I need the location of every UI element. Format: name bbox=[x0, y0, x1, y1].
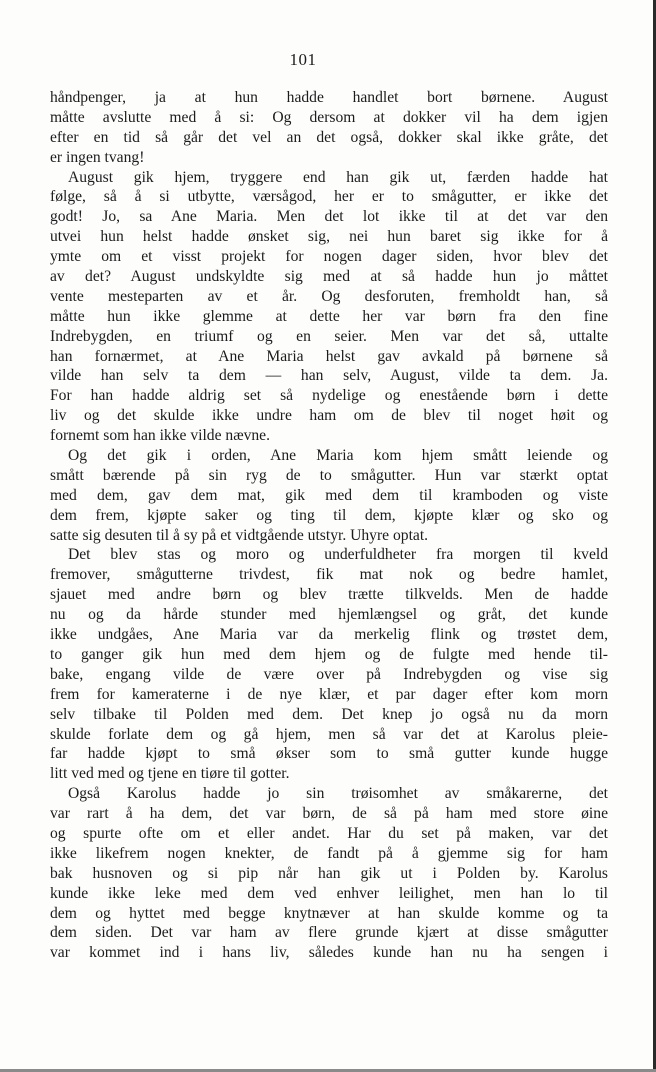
text-line: vente mesteparten av et år. Og desforuten, fremholdt han, så bbox=[50, 287, 608, 305]
text-line: var rart å ha dem, det var børn, de så på ham med store øine bbox=[50, 805, 608, 823]
text-line: selv tilbake til Polden med dem. Det knep jo også nu da morn bbox=[50, 705, 608, 723]
text-line: Også Karolus hadde jo sin trøisomhet av småkarerne, det bbox=[68, 785, 608, 803]
text-line: ymte om et visst projekt for nogen dager siden, hvor blev det bbox=[50, 248, 608, 266]
text-line: håndpenger, ja at hun hadde handlet bort børnene. August bbox=[50, 89, 608, 106]
text-line: bake, engang vilde de være over på Indrebygden og vise sig bbox=[50, 665, 608, 683]
text-line: og spurte ofte om et eller andet. Har du set på maken, var det bbox=[50, 824, 608, 842]
text-line: dem siden. Det var ham av flere grunde kjært at disse smågutter bbox=[50, 924, 608, 942]
text-line: satte sig desuten til å sy på et vidtgående utstyr. Uhyre optat. bbox=[50, 526, 429, 544]
text-line: frem for kameraterne i de nye klær, et par dager efter kom morn bbox=[50, 685, 608, 703]
text-line: ikke likefrem nogen knekter, de fandt på å gjemme sig for ham bbox=[50, 844, 608, 862]
text-line: måtte avslutte med å si: Og dersom at dokker vil ha dem igjen bbox=[50, 108, 608, 126]
text-line: Og det gik i orden, Ane Maria kom hjem smått leiende og bbox=[68, 447, 608, 465]
text-line: fremover, smågutterne trivdest, fik mat nok og bedre hamlet, bbox=[50, 566, 608, 584]
text-line: med dem, gav dem mat, gik med dem til kramboden og viste bbox=[50, 486, 608, 504]
text-line: av det? August undskyldte sig med at så hadde hun jo måttet bbox=[50, 268, 608, 286]
text-line: For han hadde aldrig set så nydelige og enestående børn i dette bbox=[50, 387, 608, 405]
text-line: Det blev stas og moro og underfuldheter fra morgen til kveld bbox=[68, 546, 608, 564]
text-line: er ingen tvang! bbox=[50, 148, 145, 166]
text-line: han fornærmet, at Ane Maria helst gav avkald på børnene så bbox=[50, 347, 608, 365]
text-line: følge, så å si utbytte, værsågod, her er to smågutter, er ikke det bbox=[50, 188, 608, 206]
page-number: 101 bbox=[289, 50, 317, 69]
text-line: nu og da hårde stunder med hjemlængsel og gråt, det kunde bbox=[50, 606, 608, 624]
text-line: ikke undgåes, Ane Maria var da merkelig flink og trøstet dem, bbox=[50, 626, 608, 644]
text-line: kunde ikke leke med dem ved enhver leilighet, men han lo til bbox=[50, 884, 608, 902]
text-line: efter en tid så går det vel an det også, dokker skal ikke gråte, det bbox=[50, 128, 608, 146]
text-line: dem frem, kjøpte saker og ting til dem, kjøpte klær og sko og bbox=[50, 506, 608, 524]
text-line: vilde han selv ta dem — han selv, August, vilde ta dem. Ja. bbox=[50, 367, 608, 385]
text-line: liv og det skulde ikke undre ham om de blev til noget høit og bbox=[50, 407, 608, 425]
text-line: bak husnoven og si pip når han gik ut i Polden by. Karolus bbox=[50, 864, 608, 882]
text-line: godt! Jo, sa Ane Maria. Men det lot ikke til at det var den bbox=[50, 208, 608, 226]
text-line: far hadde kjøpt to små økser som to små gutter kunde hugge bbox=[50, 745, 608, 763]
text-line: dem og hyttet med begge knytnæver at han skulde komme og ta bbox=[50, 904, 608, 922]
text-line: Indrebygden, en triumf og en seier. Men var det så, uttalte bbox=[50, 327, 608, 345]
body-text bbox=[50, 88, 608, 963]
text-line: utvei hun helst hadde ønsket sig, nei hun baret sig ikke for å bbox=[50, 228, 608, 246]
text-line: sjauet med andre børn og blev trætte tilkvelds. Men de hadde bbox=[50, 586, 608, 604]
text-line: litt ved med og tjene en tiøre til gotter. bbox=[50, 765, 290, 783]
text-line: måtte hun ikke glemme at dette her var børn fra den fine bbox=[50, 307, 608, 325]
text-line: August gik hjem, tryggere end han gik ut, færden hadde hat bbox=[68, 168, 608, 186]
text-line: fornemt som han ikke vilde nævne. bbox=[50, 427, 271, 445]
text-line: smått bærende på sin ryg de to smågutter. Hun var stærkt optat bbox=[50, 466, 608, 484]
text-line: to ganger gik hun med dem hjem og de fulgte med hende til- bbox=[50, 645, 608, 663]
text-line: var kommet ind i hans liv, således kunde han nu ha sengen i bbox=[50, 944, 608, 962]
text-line: skulde forlate dem og gå hjem, men så var det at Karolus pleie- bbox=[50, 725, 608, 743]
